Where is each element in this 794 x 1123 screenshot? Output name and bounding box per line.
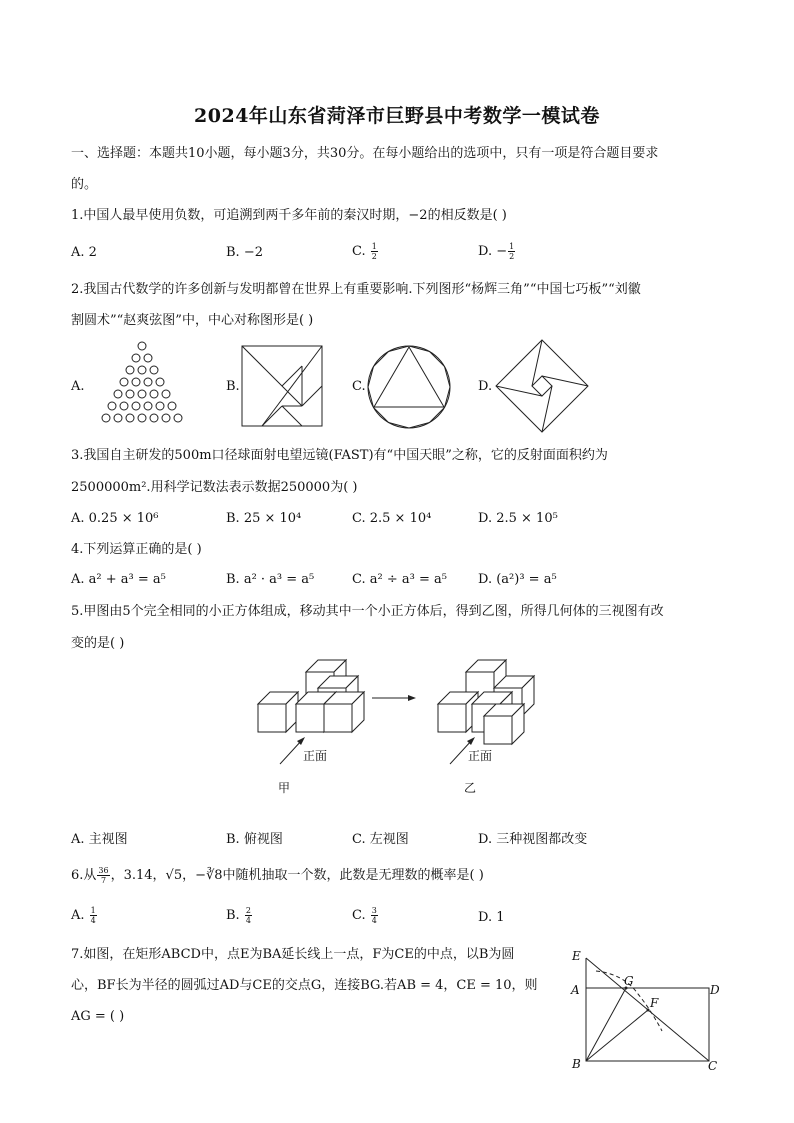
q4-option-b: B. a² · a³ = a⁵ — [226, 572, 315, 587]
yanghui-circle — [102, 414, 110, 422]
yanghui-circle — [132, 378, 140, 386]
q6-a-denominator: 4 — [90, 916, 96, 925]
q1-c-denominator: 2 — [371, 252, 377, 261]
q3-option-d: D. 2.5 × 10⁵ — [478, 511, 558, 526]
q5-figure-label-yi: 乙 — [464, 781, 477, 795]
q6-a-numerator: 1 — [90, 906, 96, 915]
yanghui-circle — [156, 402, 164, 410]
cube-figures — [250, 652, 540, 802]
q2-stem-line2: 割圆术”“赵爽弦图”中，中心对称图形是( ) — [71, 313, 314, 328]
q6-option-c-label: C. — [352, 908, 366, 923]
q6-b-denominator: 4 — [245, 916, 251, 925]
q6-option-d: D. 1 — [478, 910, 505, 925]
yanghui-circle — [120, 402, 128, 410]
yanghui-circle — [126, 366, 134, 374]
q3-stem-line2: 2500000m².用科学记数法表示数据250000为( ) — [71, 480, 358, 495]
q7-point-b: B — [572, 1057, 581, 1071]
q3-option-a: A. 0.25 × 10⁶ — [71, 511, 159, 526]
q7-stem-line3: AG = ( ) — [71, 1009, 125, 1024]
q7-stem-line2: 心，BF长为半径的圆弧过AD与CE的交点G，连接BG.若AB = 4，CE = 10，则 — [71, 978, 538, 993]
q3-option-c: C. 2.5 × 10⁴ — [352, 511, 432, 526]
q6-c-numerator: 3 — [371, 906, 377, 915]
q6-option-c — [352, 906, 379, 925]
q5-figure-label-jia: 甲 — [278, 781, 291, 795]
yanghui-circle — [132, 402, 140, 410]
circle-cutting-figure — [366, 344, 452, 430]
section-instructions-line1: 一、选择题：本题共10小题，每小题3分，共30分。在每小题给出的选项中，只有一项是符合题目要求 — [71, 146, 659, 161]
q1-option-d — [478, 242, 516, 261]
q4-option-a: A. a² + a³ = a⁵ — [71, 572, 166, 587]
q2-stem-line1: 2.我国古代数学的许多创新与发明都曾在世界上有重要影响.下列图形“杨辉三角”“中国七巧板”“刘徽 — [71, 282, 641, 297]
tangram-figure — [241, 345, 323, 427]
q7-point-e: E — [572, 949, 581, 963]
q5-option-d: D. 三种视图都改变 — [478, 832, 588, 847]
q1-c-numerator: 1 — [371, 242, 377, 251]
q2-option-d: D. — [478, 379, 493, 394]
q2-option-b: B. — [226, 379, 240, 394]
q6-option-a — [71, 906, 98, 925]
q6-c-denominator: 4 — [371, 916, 377, 925]
q1-d-denominator: 2 — [509, 252, 515, 261]
q7-point-c: C — [708, 1059, 718, 1073]
q5-front-label-1: 正面 — [303, 749, 328, 763]
q4-stem: 4.下列运算正确的是( ) — [71, 542, 202, 557]
yanghui-circle — [114, 390, 122, 398]
q1-option-b: B. −2 — [226, 245, 263, 260]
q1-option-d-fraction — [508, 242, 515, 261]
q1-option-c — [352, 242, 379, 261]
yanghui-circle — [162, 390, 170, 398]
q6-b-numerator: 2 — [245, 906, 251, 915]
q6-fraction — [97, 866, 109, 885]
rectangle-geometry-figure — [566, 944, 726, 1074]
q6-option-b — [226, 906, 253, 925]
q1-option-a: A. 2 — [71, 245, 97, 260]
yanghui-circle — [126, 390, 134, 398]
section-instructions-line2: 的。 — [71, 177, 98, 192]
yanghui-circle — [156, 378, 164, 386]
q6-option-b-fraction — [245, 906, 252, 925]
q4-option-d: D. (a²)³ = a⁵ — [478, 572, 557, 587]
yanghui-circle — [150, 390, 158, 398]
q5-option-b: B. 俯视图 — [226, 832, 283, 847]
q6-f-denominator: 7 — [100, 876, 107, 885]
q7-point-f: F — [650, 996, 659, 1010]
q6-stem-rest: ，3.14，√5，−∛8中随机抽取一个数，此数是无理数的概率是( ) — [110, 868, 484, 883]
yanghui-circle — [108, 402, 116, 410]
q3-option-b: B. 25 × 10⁴ — [226, 511, 302, 526]
q2-option-c: C. — [352, 379, 366, 394]
q7-point-a: A — [571, 983, 580, 997]
yanghui-circle — [174, 414, 182, 422]
q6-option-a-fraction — [90, 906, 97, 925]
q7-point-d: D — [710, 983, 720, 997]
yanghui-circle — [138, 414, 146, 422]
yanghui-triangle-figure — [94, 340, 190, 430]
q4-option-c: C. a² ÷ a³ = a⁵ — [352, 572, 447, 587]
yanghui-circle — [144, 402, 152, 410]
q6-f-numerator: 36 — [98, 866, 109, 875]
q3-stem-line1: 3.我国自主研发的500m口径球面射电望远镜(FAST)有“中国天眼”之称，它的反射面面积约为 — [71, 448, 608, 463]
yanghui-circle — [150, 366, 158, 374]
q6-option-c-fraction — [371, 906, 378, 925]
zhaoshuang-figure — [494, 338, 590, 434]
q7-stem-line1: 7.如图，在矩形ABCD中，点E为BA延长线上一点，F为CE的中点，以B为圆 — [71, 947, 515, 962]
q1-option-d-label: D. − — [478, 244, 508, 259]
yanghui-circle — [138, 390, 146, 398]
yanghui-circle — [150, 414, 158, 422]
q5-option-c: C. 左视图 — [352, 832, 409, 847]
q6-stem-pre: 6.从 — [71, 868, 97, 883]
yanghui-circle — [144, 378, 152, 386]
q5-front-label-2: 正面 — [468, 749, 493, 763]
page-title: 2024年山东省菏泽市巨野县中考数学一模试卷 — [194, 105, 600, 127]
yanghui-circle — [114, 414, 122, 422]
q6-option-a-label: A. — [71, 908, 85, 923]
yanghui-circle — [144, 354, 152, 362]
q6-option-b-label: B. — [226, 908, 240, 923]
q1-option-c-label: C. — [352, 244, 366, 259]
q1-stem: 1.中国人最早使用负数，可追溯到两千多年前的秦汉时期，−2的相反数是( ) — [71, 208, 507, 223]
yanghui-circle — [162, 414, 170, 422]
yanghui-circle — [132, 354, 140, 362]
q1-option-c-fraction — [371, 242, 378, 261]
q2-option-a: A. — [71, 379, 85, 394]
q6-stem — [71, 866, 484, 885]
q1-d-numerator: 1 — [509, 242, 515, 251]
yanghui-circle — [138, 342, 146, 350]
q5-stem-line2: 变的是( ) — [71, 636, 125, 651]
yanghui-circle — [168, 402, 176, 410]
yanghui-circle — [126, 414, 134, 422]
q7-point-g: G — [624, 974, 634, 988]
yanghui-circle — [120, 378, 128, 386]
yanghui-circle — [138, 366, 146, 374]
q5-option-a: A. 主视图 — [71, 832, 128, 847]
q5-stem-line1: 5.甲图由5个完全相同的小正方体组成，移动其中一个小正方体后，得到乙图，所得几何体的三视图有改 — [71, 604, 664, 619]
